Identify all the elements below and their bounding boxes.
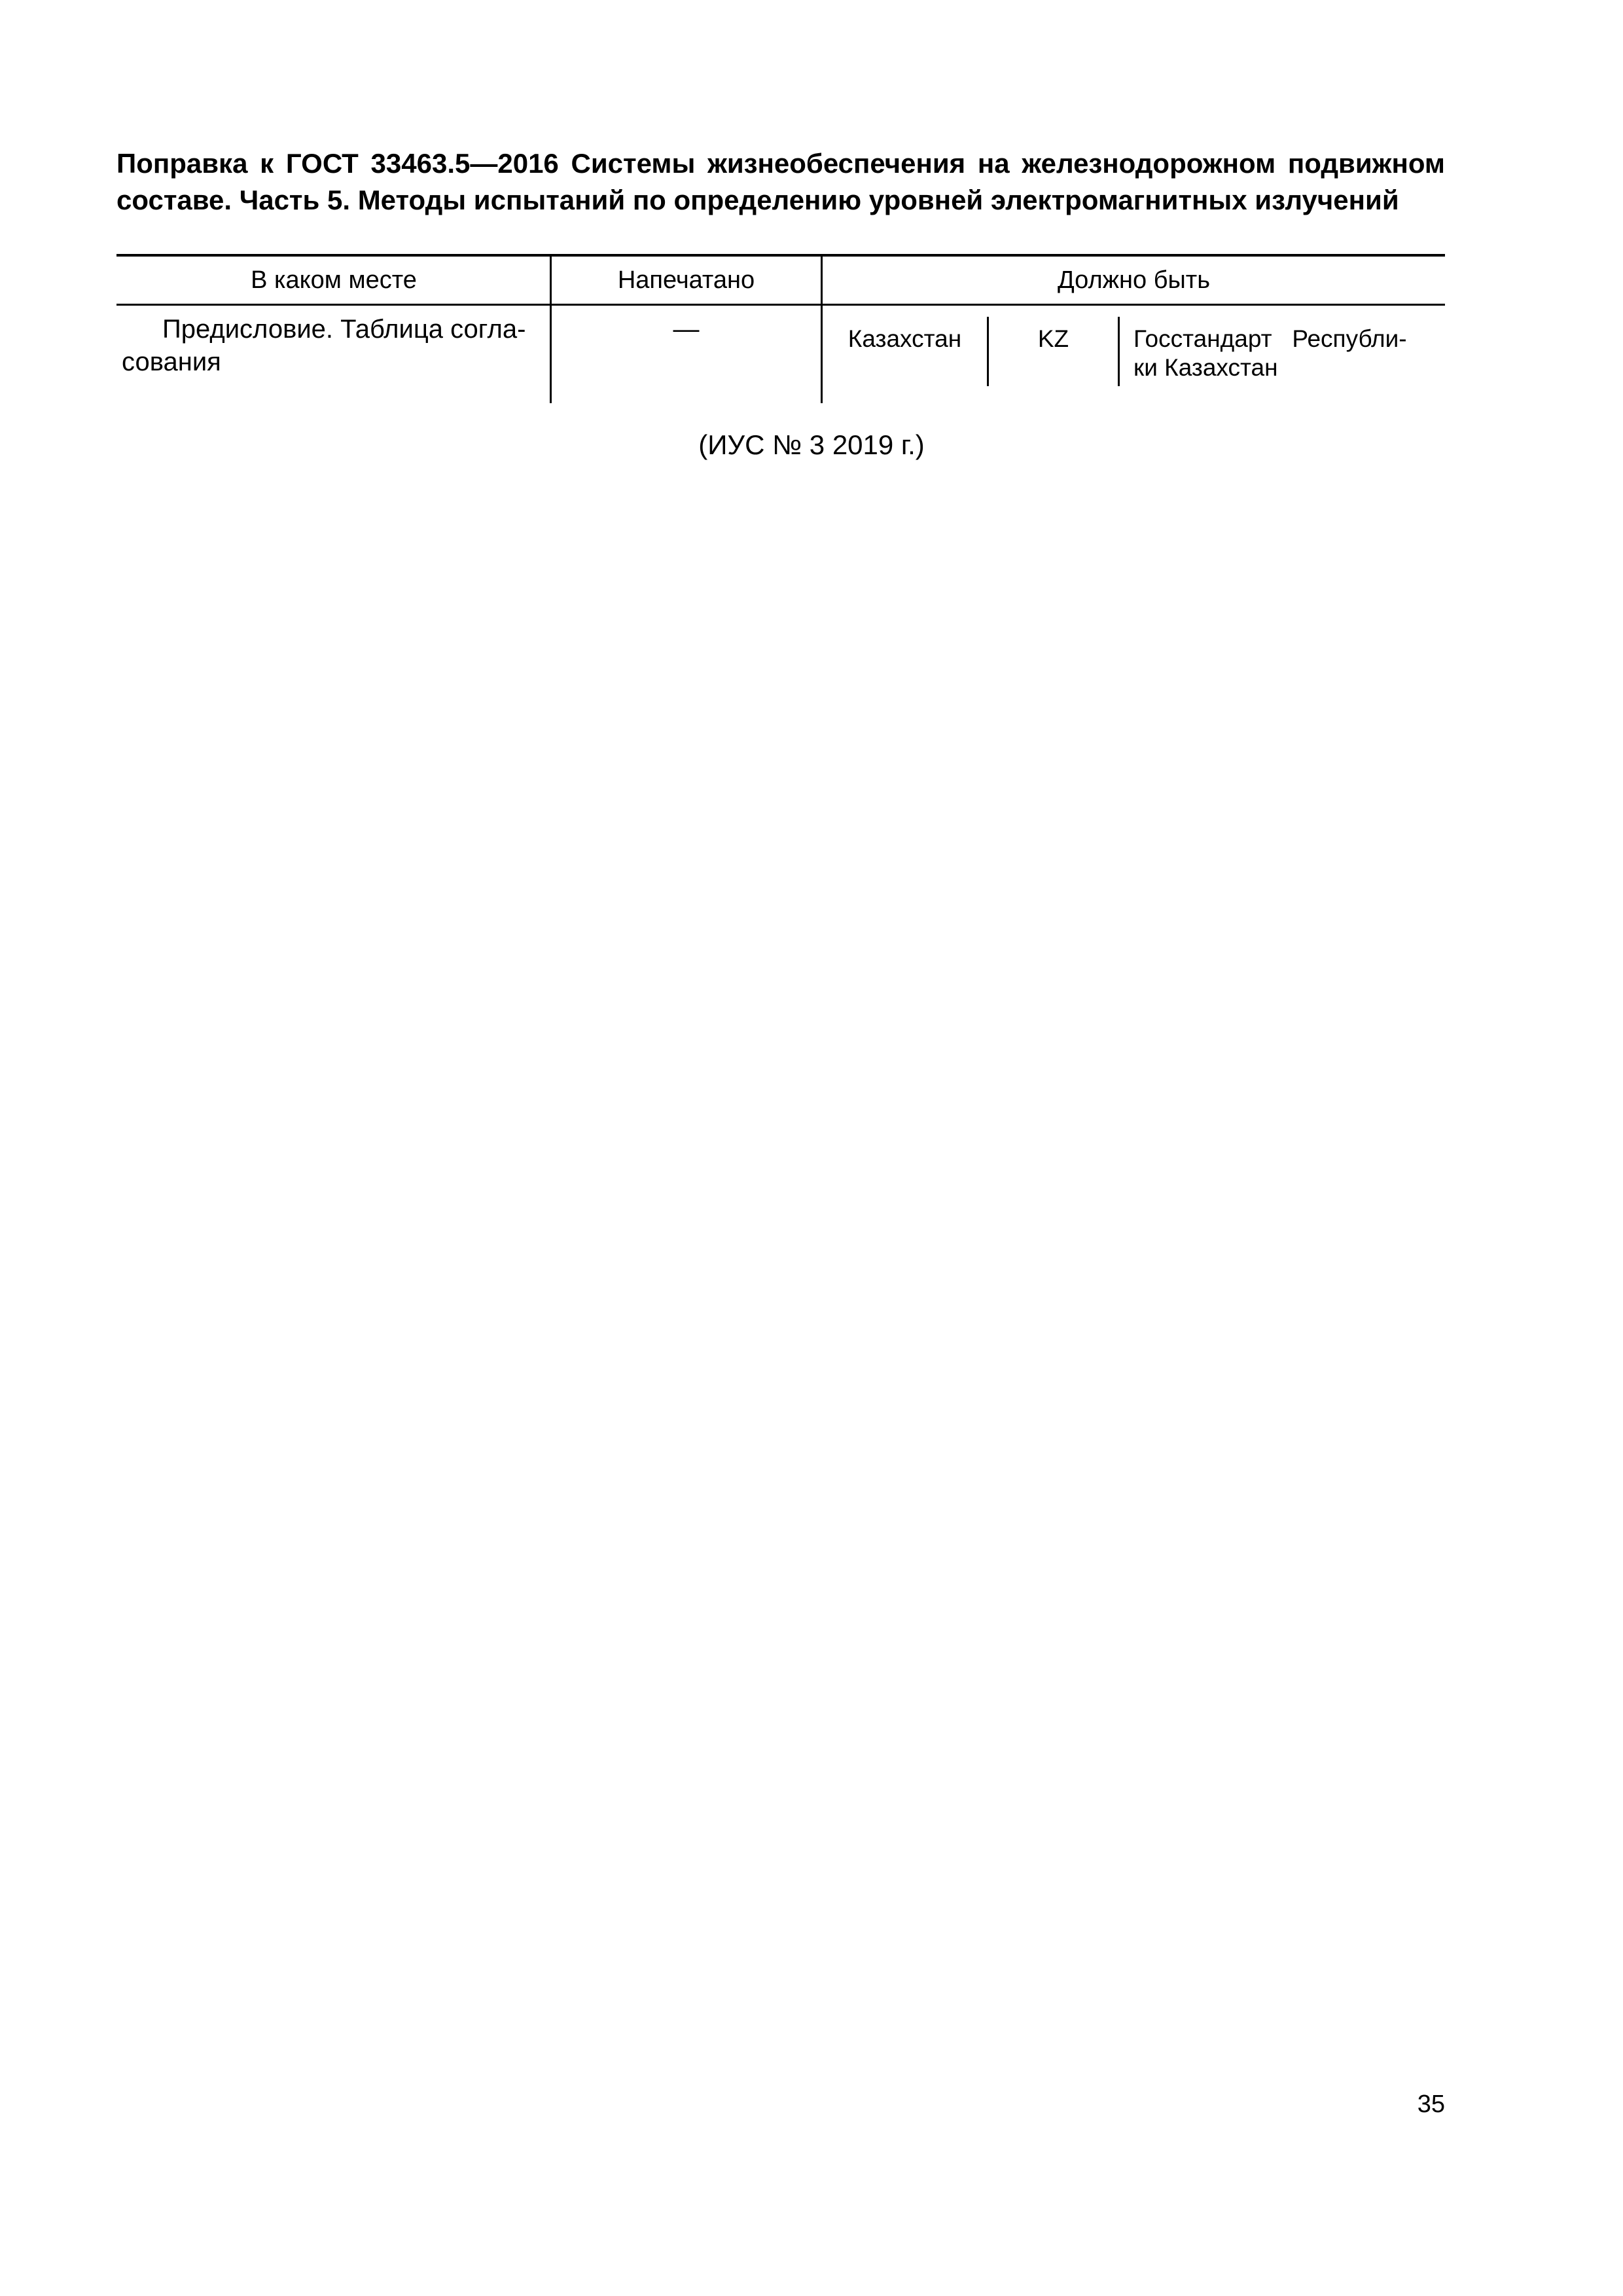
header-place: В каком месте	[251, 266, 417, 294]
table-header-rule	[116, 304, 1445, 306]
page-number: 35	[1417, 2090, 1445, 2118]
cell-code: KZ	[1037, 325, 1069, 352]
header-should-be: Должно быть	[1057, 266, 1210, 294]
document-title	[116, 145, 1445, 219]
cell-place-line-2: сования	[122, 348, 221, 376]
cell-country: Казахстан	[847, 325, 962, 352]
publication-reference: (ИУС № 3 2019 г.)	[698, 429, 925, 460]
title-line-2: составе. Часть 5. Методы испытаний по определению уровней электромагнитных излучений	[116, 185, 1399, 215]
title-line-1: Поправка к ГОСТ 33463.5—2016 Системы жизнеобеспечения на железнодорожном подвижном	[116, 148, 1445, 179]
header-printed: Напечатано	[617, 266, 755, 294]
table-top-rule	[116, 254, 1445, 257]
cell-place-line-1: Предисловие. Таблица согла-	[162, 315, 526, 344]
cell-agency-line-2: ки Казахстан	[1133, 354, 1278, 381]
sub-column-divider-2	[1118, 317, 1120, 386]
cell-agency-line-1: Госстандарт Республи-	[1133, 325, 1407, 352]
cell-printed: —	[673, 315, 700, 344]
